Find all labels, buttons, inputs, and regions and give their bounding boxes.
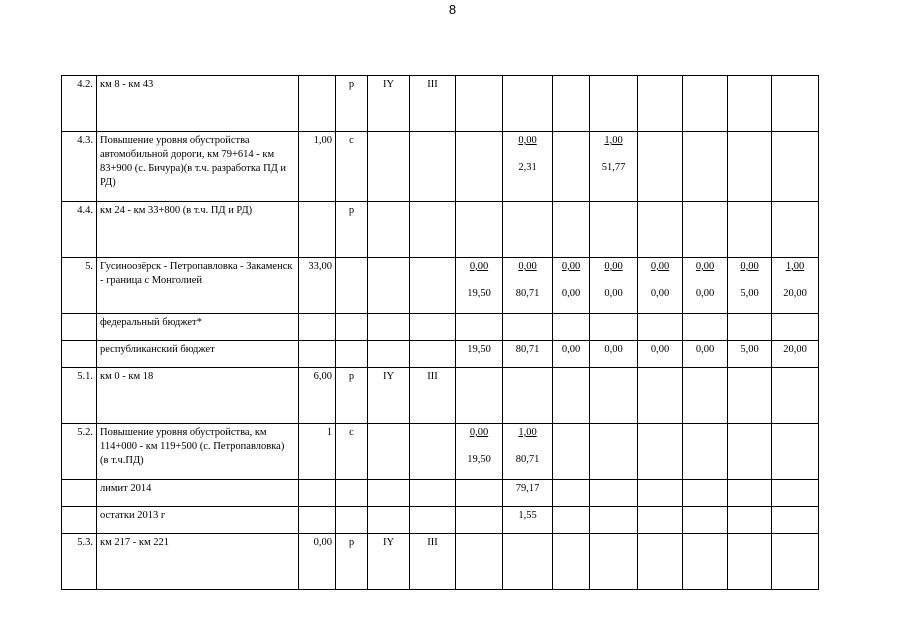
value-cell: [590, 132, 638, 202]
value-cell: 19,50: [456, 341, 503, 368]
category-cell: [410, 132, 456, 202]
table-row: [62, 424, 819, 480]
value-cell: [553, 480, 590, 507]
value-cell: [638, 424, 683, 480]
value-cell: [590, 258, 638, 314]
row-name-cell: федеральный бюджет*: [97, 314, 299, 341]
value-cell: 0,00: [553, 341, 590, 368]
value-cell: [638, 314, 683, 341]
row-name-cell: км 217 - км 221: [97, 534, 299, 590]
row-name-cell: Гусиноозёрск - Петропавловка - Закаменск - граница с Монголией: [97, 258, 299, 314]
value-cell: [553, 534, 590, 590]
value-cell: [456, 76, 503, 132]
value-cell: [590, 76, 638, 132]
value-cell: [638, 76, 683, 132]
row-name-cell: км 8 - км 43: [97, 76, 299, 132]
value-cell: [683, 534, 728, 590]
type-cell: р: [336, 202, 368, 258]
value-cell: [772, 368, 819, 424]
value-cell: [553, 76, 590, 132]
category-cell: [368, 424, 410, 480]
table-row: [62, 507, 819, 534]
value-cell: [728, 202, 772, 258]
value-cell: [590, 368, 638, 424]
category-cell: [368, 258, 410, 314]
value-cell: [503, 314, 553, 341]
length-cell: 33,00: [299, 258, 336, 314]
category-cell: IY: [368, 534, 410, 590]
value-top: 0,00: [518, 135, 537, 146]
length-cell: [299, 314, 336, 341]
table-row: [62, 480, 819, 507]
value-cell: [728, 76, 772, 132]
value-cell: [638, 507, 683, 534]
table-row: [62, 341, 819, 368]
category-cell: [368, 480, 410, 507]
value-cell: [503, 424, 553, 480]
value-cell: [553, 258, 590, 314]
category-cell: [368, 132, 410, 202]
type-cell: [336, 341, 368, 368]
value-cell: [456, 480, 503, 507]
table-row: [62, 534, 819, 590]
length-cell: 1: [299, 424, 336, 480]
value-cell: [456, 202, 503, 258]
row-number-cell: 4.3.: [62, 132, 97, 202]
value-cell: [456, 534, 503, 590]
value-bottom: 80,71: [515, 454, 540, 465]
value-cell: [503, 534, 553, 590]
value-cell: [772, 507, 819, 534]
value-top: 1,00: [785, 261, 805, 272]
value-cell: [772, 480, 819, 507]
value-cell: [590, 534, 638, 590]
value-cell: [590, 314, 638, 341]
value-cell: [456, 424, 503, 480]
value-cell: 0,00: [590, 341, 638, 368]
value-cell: [683, 76, 728, 132]
value-cell: [728, 368, 772, 424]
value-cell: [503, 258, 553, 314]
row-name-cell: Повышение уровня обустройства, км 114+000 - км 119+500 (с. Петропавловка) (в т.ч.ПД): [97, 424, 299, 480]
value-bottom: 0,00: [650, 288, 670, 299]
table-row: [62, 314, 819, 341]
value-cell: [553, 202, 590, 258]
value-cell: [503, 368, 553, 424]
value-cell: [456, 258, 503, 314]
table-row: [62, 258, 819, 314]
length-cell: [299, 76, 336, 132]
value-cell: [683, 368, 728, 424]
value-cell: [590, 424, 638, 480]
category-cell: [410, 507, 456, 534]
category-cell: III: [410, 76, 456, 132]
value-cell: [683, 202, 728, 258]
table-row: [62, 76, 819, 132]
type-cell: р: [336, 368, 368, 424]
value-top: 0,00: [604, 261, 623, 272]
value-bottom: 20,00: [783, 288, 807, 299]
value-cell: [503, 132, 553, 202]
value-cell: [590, 507, 638, 534]
row-name-cell: остатки 2013 г: [97, 507, 299, 534]
value-cell: [638, 368, 683, 424]
value-top: 1,00: [604, 135, 623, 146]
value-bottom: 2,31: [518, 162, 537, 173]
row-number-cell: 5.: [62, 258, 97, 314]
value-cell: [772, 202, 819, 258]
value-cell: [503, 202, 553, 258]
value-cell: [638, 480, 683, 507]
category-cell: [368, 507, 410, 534]
type-cell: [336, 480, 368, 507]
value-cell: [728, 424, 772, 480]
category-cell: [410, 258, 456, 314]
value-cell: 79,17: [503, 480, 553, 507]
type-cell: [336, 507, 368, 534]
value-cell: [728, 507, 772, 534]
value-cell: [772, 424, 819, 480]
value-cell: [728, 480, 772, 507]
row-name-cell: км 24 - км 33+800 (в т.ч. ПД и РД): [97, 202, 299, 258]
value-bottom: 0,00: [561, 288, 581, 299]
road-program-table: [61, 75, 819, 590]
value-cell: [728, 534, 772, 590]
value-cell: [683, 480, 728, 507]
value-cell: [456, 132, 503, 202]
value-cell: [772, 132, 819, 202]
value-cell: [683, 314, 728, 341]
type-cell: [336, 258, 368, 314]
value-top: 0,00: [695, 261, 715, 272]
category-cell: [368, 341, 410, 368]
value-cell: [638, 534, 683, 590]
value-cell: [638, 132, 683, 202]
value-cell: [772, 534, 819, 590]
value-cell: [553, 132, 590, 202]
type-cell: р: [336, 534, 368, 590]
row-name-cell: республиканский бюджет: [97, 341, 299, 368]
value-bottom: 80,71: [515, 288, 540, 299]
length-cell: [299, 480, 336, 507]
value-cell: [553, 314, 590, 341]
table-row: [62, 202, 819, 258]
type-cell: с: [336, 132, 368, 202]
category-cell: III: [410, 534, 456, 590]
value-cell: [590, 480, 638, 507]
length-cell: [299, 341, 336, 368]
value-cell: [683, 507, 728, 534]
value-top: 0,00: [469, 427, 489, 438]
category-cell: [368, 314, 410, 341]
length-cell: [299, 202, 336, 258]
value-cell: [728, 314, 772, 341]
value-cell: [456, 507, 503, 534]
type-cell: [336, 314, 368, 341]
value-bottom: 5,00: [740, 288, 759, 299]
length-cell: 6,00: [299, 368, 336, 424]
row-number-cell: 5.3.: [62, 534, 97, 590]
value-cell: [590, 202, 638, 258]
value-cell: [456, 314, 503, 341]
row-number-cell: 4.4.: [62, 202, 97, 258]
row-number-cell: [62, 507, 97, 534]
value-cell: [683, 132, 728, 202]
value-cell: [728, 132, 772, 202]
value-cell: [503, 76, 553, 132]
length-cell: [299, 507, 336, 534]
value-bottom: 19,50: [467, 288, 491, 299]
length-cell: 0,00: [299, 534, 336, 590]
category-cell: IY: [368, 76, 410, 132]
page-number: 8: [448, 2, 457, 17]
row-name-cell: Повышение уровня обустройства автомобильной дороги, км 79+614 - км 83+900 (с. Бичура)(в т.ч. разработка ПД и РД): [97, 132, 299, 202]
value-cell: [772, 76, 819, 132]
category-cell: [410, 341, 456, 368]
value-cell: [638, 258, 683, 314]
value-bottom: 19,50: [467, 454, 491, 465]
row-number-cell: 5.2.: [62, 424, 97, 480]
row-name-cell: км 0 - км 18: [97, 368, 299, 424]
value-cell: [728, 258, 772, 314]
category-cell: [368, 202, 410, 258]
row-number-cell: [62, 341, 97, 368]
value-cell: [553, 507, 590, 534]
value-top: 0,00: [469, 261, 489, 272]
category-cell: [410, 202, 456, 258]
category-cell: IY: [368, 368, 410, 424]
value-bottom: 0,00: [695, 288, 715, 299]
category-cell: [410, 480, 456, 507]
row-number-cell: 4.2.: [62, 76, 97, 132]
value-cell: [553, 368, 590, 424]
value-cell: 0,00: [638, 341, 683, 368]
value-top: 0,00: [561, 261, 581, 272]
row-number-cell: [62, 314, 97, 341]
value-cell: 20,00: [772, 341, 819, 368]
row-name-cell: лимит 2014: [97, 480, 299, 507]
value-cell: [456, 368, 503, 424]
value-cell: [683, 258, 728, 314]
value-cell: [553, 424, 590, 480]
value-top: 0,00: [740, 261, 759, 272]
value-top: 0,00: [650, 261, 670, 272]
category-cell: [410, 424, 456, 480]
value-cell: [772, 258, 819, 314]
value-cell: 5,00: [728, 341, 772, 368]
value-cell: 0,00: [683, 341, 728, 368]
row-number-cell: [62, 480, 97, 507]
value-cell: 1,55: [503, 507, 553, 534]
value-top: 1,00: [518, 427, 537, 438]
row-number-cell: 5.1.: [62, 368, 97, 424]
table-row: [62, 132, 819, 202]
value-cell: [772, 314, 819, 341]
length-cell: 1,00: [299, 132, 336, 202]
type-cell: р: [336, 76, 368, 132]
value-cell: 80,71: [503, 341, 553, 368]
value-cell: [638, 202, 683, 258]
value-bottom: 0,00: [604, 288, 623, 299]
value-cell: [683, 424, 728, 480]
type-cell: с: [336, 424, 368, 480]
value-top: 0,00: [518, 261, 537, 272]
value-bottom: 51,77: [601, 162, 626, 173]
category-cell: III: [410, 368, 456, 424]
table-row: [62, 368, 819, 424]
category-cell: [410, 314, 456, 341]
